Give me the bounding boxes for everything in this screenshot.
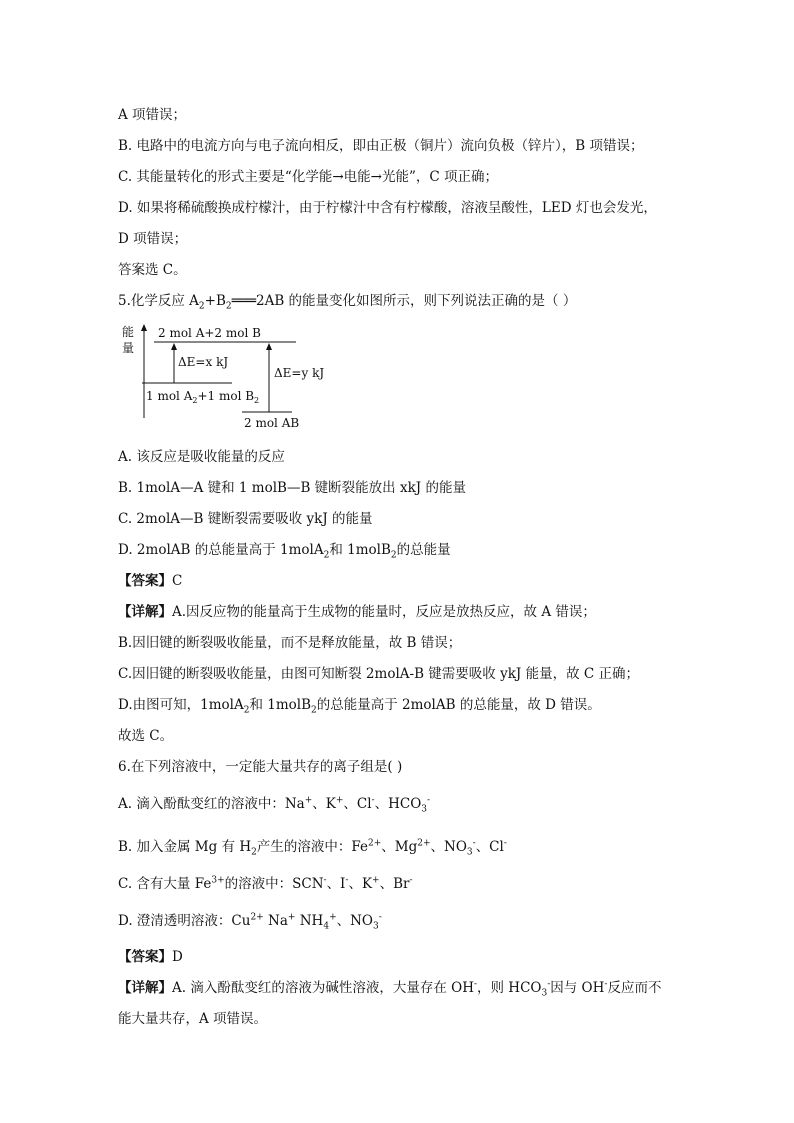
text-line: 答案选 C。 [118, 262, 187, 278]
option-c: C. 含有大量 $Fe^{3+}$的溶液中：SCN-、I-、K+、Br- [118, 875, 413, 892]
option-b: B. 1molA—A 键和 1 molB—B 键断裂能放出 xkJ 的能量 [118, 480, 466, 496]
delta-x-arrowhead [171, 343, 177, 350]
text-line: C. 其能量转化的形式主要是“化学能→电能→光能”，C 项正确； [118, 169, 498, 185]
y-axis-label: 量 [122, 341, 135, 355]
text-line: D 项错误； [118, 231, 188, 247]
question-6-stem: 6.在下列溶液中，一定能大量共存的离子组是( ) [118, 759, 403, 775]
text-line: D. 如果将稀硫酸换成柠檬汁，由于柠檬汁中含有柠檬酸，溶液呈酸性，LED 灯也会发光， [118, 200, 657, 216]
middle-level-label: 1 mol $A_2+1$ mol $B_2$ [146, 389, 260, 405]
answer-line: 【答案】C [118, 573, 183, 589]
detail-line: 能大量共存，A 项错误。 [118, 1011, 268, 1027]
delta-y-label: ΔE=y kJ [274, 366, 325, 380]
delta-x-label: ΔE=x kJ [178, 355, 229, 369]
detail-line: 【详解】A. 滴入酚酞变红的溶液为碱性溶液，大量存在 OH-，则 $HCO_3^-$因与 OH-反应而不 [118, 979, 662, 999]
option-a: A. 滴入酚酞变红的溶液中：Na+、K+、Cl-、$HCO_3^-$ [118, 795, 431, 815]
option-b: B. 加入金属 Mg 有 $H_2$产生的溶液中：$Fe^{2+}$、$Mg^{2+}$、$NO_3^-$、Cl- [118, 838, 507, 858]
bottom-level-label: 2 mol AB [244, 416, 300, 430]
option-d: D. 2molAB 的总能量高于 1molA$_2$和 1molB$_2$的总能量 [118, 542, 451, 561]
y-axis-label: 能 [122, 325, 135, 339]
detail-line: 【详解】A.因反应物的能量高于生成物的能量时，反应是放热反应，故 A 错误； [118, 604, 596, 620]
detail-line: C.因旧键的断裂吸收能量，由图可知断裂 2molA-B 键需要吸收 ykJ 能量，故 C 正确； [118, 666, 640, 682]
question-5-stem: 5.化学反应 $A_2+B_2═══2AB$ 的能量变化如图所示，则下列说法正确的是（ ） [118, 293, 577, 312]
delta-y-arrowhead [266, 343, 272, 350]
conclusion-line: 故选 C。 [118, 728, 174, 744]
text-line: A 项错误； [118, 107, 187, 123]
detail-line: D.由图可知，1molA$_2$和 1molB$_2$的总能量高于 2molAB 的总能量，故 D 错误。 [118, 697, 601, 716]
text-line: B. 电路中的电流方向与电子流向相反，即由正极（铜片）流向负极（锌片），B 项错误； [118, 138, 644, 154]
option-a: A. 该反应是吸收能量的反应 [118, 449, 285, 465]
energy-diagram [118, 322, 338, 432]
option-c: C. 2molA—B 键断裂需要吸收 ykJ 的能量 [118, 511, 373, 527]
answer-line: 【答案】D [118, 949, 183, 965]
y-axis-arrow [141, 324, 147, 331]
detail-line: B.因旧键的断裂吸收能量，而不是释放能量，故 B 错误； [118, 635, 462, 651]
top-level-label: 2 mol A+2 mol B [158, 326, 261, 340]
option-d: D. 澄清透明溶液：$Cu^{2+}$ Na+ $NH_4^+$、$NO_3^-$ [118, 912, 382, 932]
